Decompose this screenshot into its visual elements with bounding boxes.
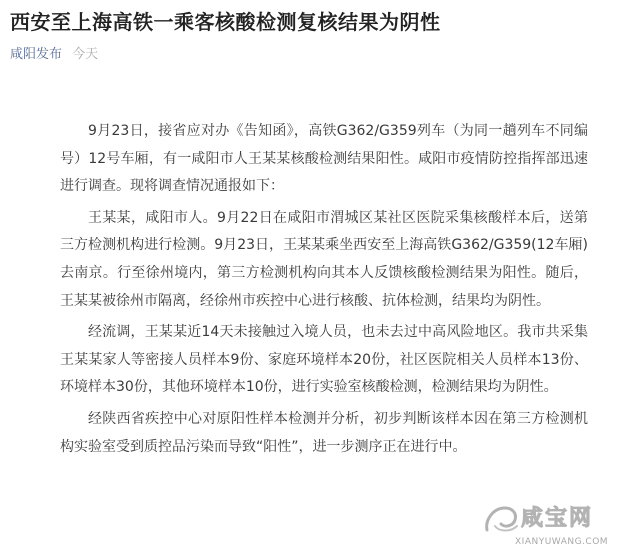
paragraph: 9月23日，接省应对办《告知函》，高铁G362/G359列车（为同一趟列车不同编号）12号车厢，有一咸阳市人王某某核酸检测结果阳性。咸阳市疫情防控指挥部迅速进行调查。现将调查情况通报如下： [60,123,588,195]
article-body [60,118,588,465]
watermark-name: 咸宝网 [521,506,594,531]
paragraph: 王某某，咸阳市人。9月22日在咸阳市渭城区某社区医院采集核酸样本后，送第三方检测机构进行检测。9月23日，王某某乘坐西安至上海高铁G362/G359(12车厢)去南京。行至徐州境内，第三方检测机构向其本人反馈核酸检测结果为阳性。随后，王某某被徐州市隔离，经徐州市疾控中心进行核酸、抗体检测，结果均为阴性。 [60,209,588,309]
article-meta [10,46,98,64]
watermark-url: XIANYUWANG.COM [515,537,609,547]
watermark [481,502,611,550]
article-title: 西安至上海高铁一乘客核酸检测复核结果为阴性 [10,10,441,34]
paragraph: 经陕西省疾控中心对原阳性样本检测并分析，初步判断该样本因在第三方检测机构实验室受到质控品污染而导致“阳性”，进一步测序正在进行中。 [60,410,588,455]
paragraph: 经流调，王某某近14天未接触过入境人员，也未去过中高风险地区。我市共采集王某某家人等密接人员样本9份、家庭环境样本20份，社区医院相关人员样本13份、环境样本30份，其他环境样本10份，进行实验室核酸检测，检测结果均为阴性。 [60,324,588,396]
publish-time: 今天 [72,47,99,62]
source-link[interactable]: 咸阳发布 [10,47,63,62]
